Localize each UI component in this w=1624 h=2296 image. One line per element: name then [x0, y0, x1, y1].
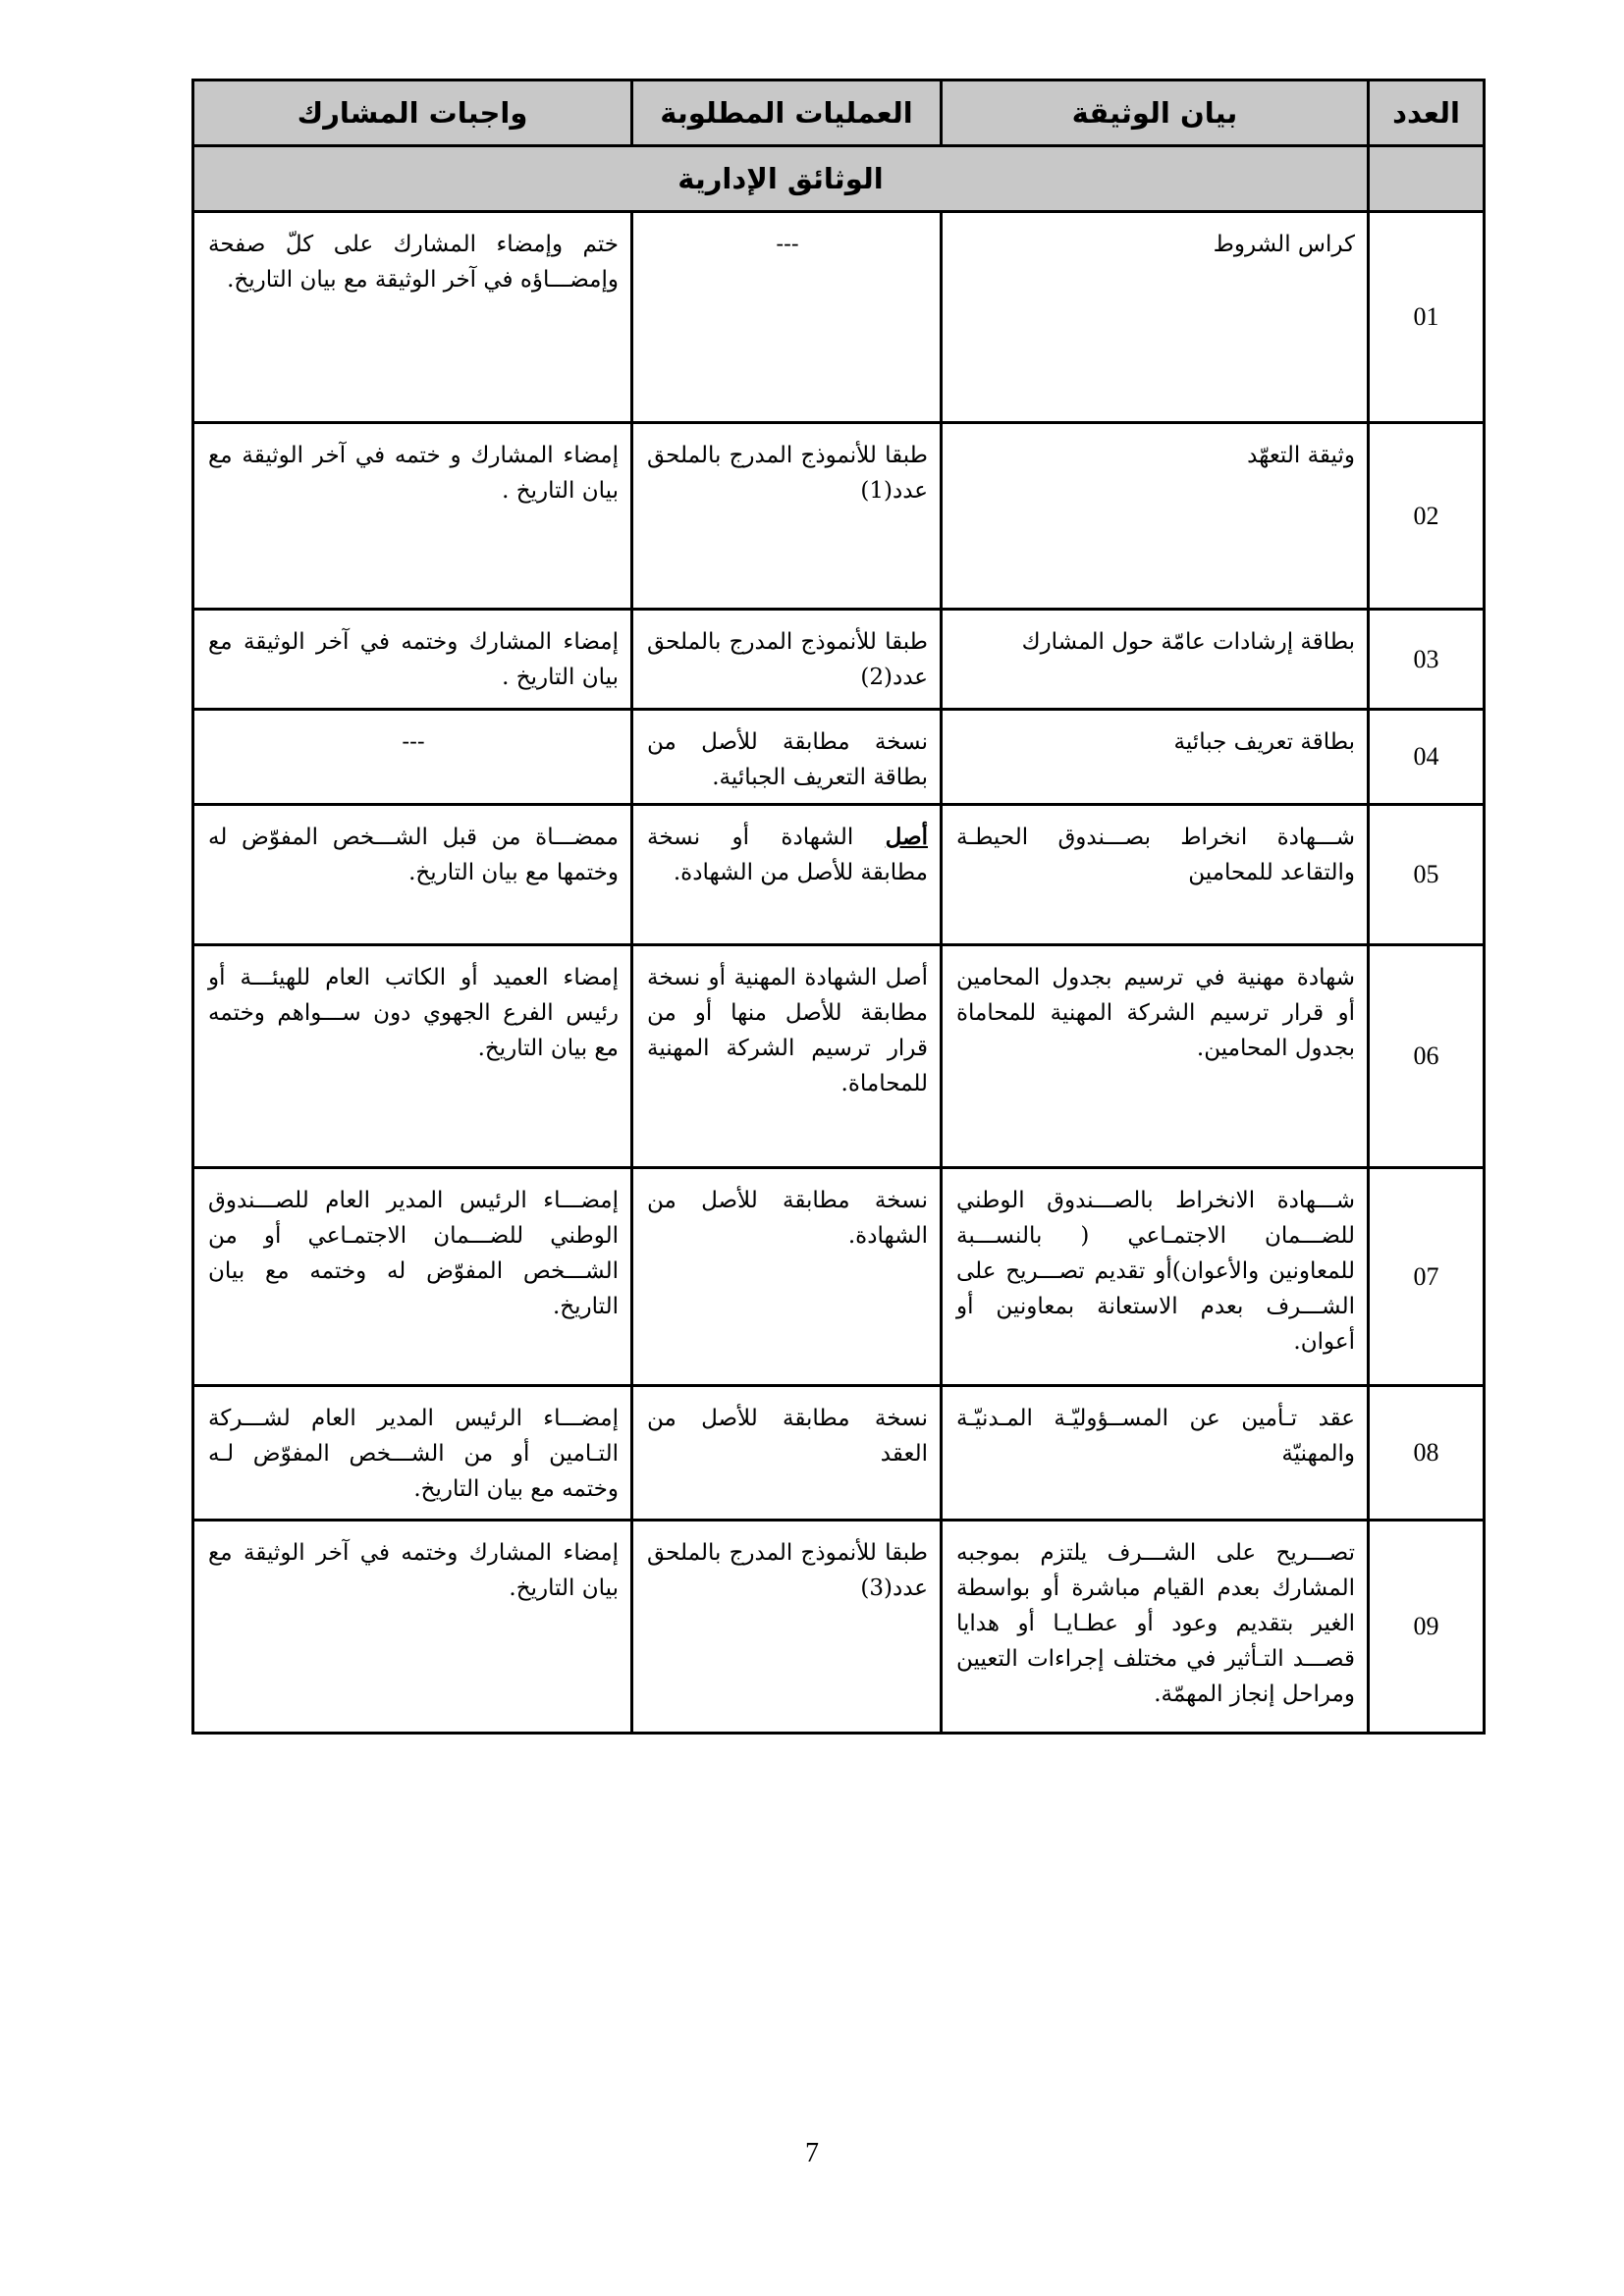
row-document: تصـــريح على الشـــرف يلتزم بموجبه المشارك بعدم القيام مباشرة أو بواسطة الغير بتقديم وعود أو عطـايـا أو هدايا قصـــد التـأثير في مختلف إجراءات التعيين ومراحل إنجاز المهمّة.	[942, 1521, 1369, 1734]
table-row	[193, 805, 1485, 945]
row-number: 09	[1369, 1521, 1485, 1734]
original-underlined-label: أصل	[885, 824, 928, 850]
row-operations: طبقا للأنموذج المدرج بالملحق عدد(3)	[632, 1521, 942, 1734]
section-title: الوثائق الإدارية	[193, 146, 1369, 212]
header-number: العدد	[1369, 80, 1485, 146]
row-document: شهادة مهنية في ترسيم بجدول المحامين أو قرار ترسيم الشركة المهنية للمحاماة بجدول المحامين.	[942, 945, 1369, 1168]
documents-table	[191, 79, 1486, 1735]
header-row	[193, 80, 1485, 146]
row-number: 06	[1369, 945, 1485, 1168]
row-number: 07	[1369, 1168, 1485, 1386]
row-number: 01	[1369, 212, 1485, 423]
row-duties: إمضاء المشارك وختمه في آخر الوثيقة مع بيان التاريخ.	[193, 1521, 632, 1734]
row-document: بطاقة إرشادات عامّة حول المشارك	[942, 610, 1369, 710]
table-row	[193, 212, 1485, 423]
operations-text: الشهادة أو نسخة مطابقة للأصل من الشهادة.	[647, 825, 928, 885]
header-operations: العمليات المطلوبة	[632, 80, 942, 146]
header-document: بيان الوثيقة	[942, 80, 1369, 146]
row-duties: إمضـــاء الرئيس المدير العام لشـــركة التـامين أو من الشـــخص المفوّض لـه وختمه مع بيان التاريخ.	[193, 1386, 632, 1521]
table-row	[193, 610, 1485, 710]
row-number: 05	[1369, 805, 1485, 945]
row-number: 08	[1369, 1386, 1485, 1521]
row-operations	[632, 805, 942, 945]
header-duties: واجبات المشارك	[193, 80, 632, 146]
page-number: 7	[805, 2138, 819, 2168]
row-number: 04	[1369, 710, 1485, 805]
row-operations: ---	[632, 212, 942, 423]
row-operations: نسخة مطابقة للأصل من العقد	[632, 1386, 942, 1521]
row-document: وثيقة التعهّد	[942, 423, 1369, 610]
table-row	[193, 423, 1485, 610]
row-document: شـــهادة الانخراط بالصـــندوق الوطني للضـــمان الاجتمـاعي ( بالنســـبة للمعاونين والأعوان)أو تقديم تصـــريح على الشـــرف بعدم الاستعانة بمعاونين أو أعوان.	[942, 1168, 1369, 1386]
row-duties: إمضاء المشارك وختمه في آخر الوثيقة مع بيان التاريخ .	[193, 610, 632, 710]
row-duties: ممضـــاة من قبل الشـــخص المفوّض له وختمها مع بيان التاريخ.	[193, 805, 632, 945]
row-duties: إمضاء المشارك و ختمه في آخر الوثيقة مع بيان التاريخ .	[193, 423, 632, 610]
row-operations: أصل الشهادة المهنية أو نسخة مطابقة للأصل منها أو من قرار ترسيم الشركة المهنية للمحاماة.	[632, 945, 942, 1168]
row-duties: ختم وإمضاء المشارك على كلّ صفحة وإمضـــاؤه في آخر الوثيقة مع بيان التاريخ.	[193, 212, 632, 423]
table-row	[193, 1521, 1485, 1734]
row-operations: نسخة مطابقة للأصل من بطاقة التعريف الجبائية.	[632, 710, 942, 805]
row-document: بطاقة تعريف جبائية	[942, 710, 1369, 805]
row-document: كراس الشروط	[942, 212, 1369, 423]
row-number: 02	[1369, 423, 1485, 610]
table-row	[193, 1386, 1485, 1521]
table-row	[193, 710, 1485, 805]
row-document: شـــهادة انخراط بصـــندوق الحيطـة والتقاعد للمحامين	[942, 805, 1369, 945]
table-row	[193, 945, 1485, 1168]
row-duties: إمضاء العميد أو الكاتب العام للهيئـــة أو رئيس الفرع الجهوي دون ســـواهم وختمه مع بيان التاريخ.	[193, 945, 632, 1168]
row-duties: ---	[193, 710, 632, 805]
table-row	[193, 1168, 1485, 1386]
row-operations: نسخة مطابقة للأصل من الشهادة.	[632, 1168, 942, 1386]
row-duties: إمضـــاء الرئيس المدير العام للصـــندوق الوطني للضـــمان الاجتمـاعي أو من الشـــخص المفوّض له وختمه مع بيان التاريخ.	[193, 1168, 632, 1386]
row-operations: طبقا للأنموذج المدرج بالملحق عدد(1)	[632, 423, 942, 610]
row-number: 03	[1369, 610, 1485, 710]
section-empty-cell	[1369, 146, 1485, 212]
row-document: عقد تـأمين عن المســؤوليّـة المـدنيّـة والمهنيّة	[942, 1386, 1369, 1521]
row-operations: طبقا للأنموذج المدرج بالملحق عدد(2)	[632, 610, 942, 710]
section-row	[193, 146, 1485, 212]
